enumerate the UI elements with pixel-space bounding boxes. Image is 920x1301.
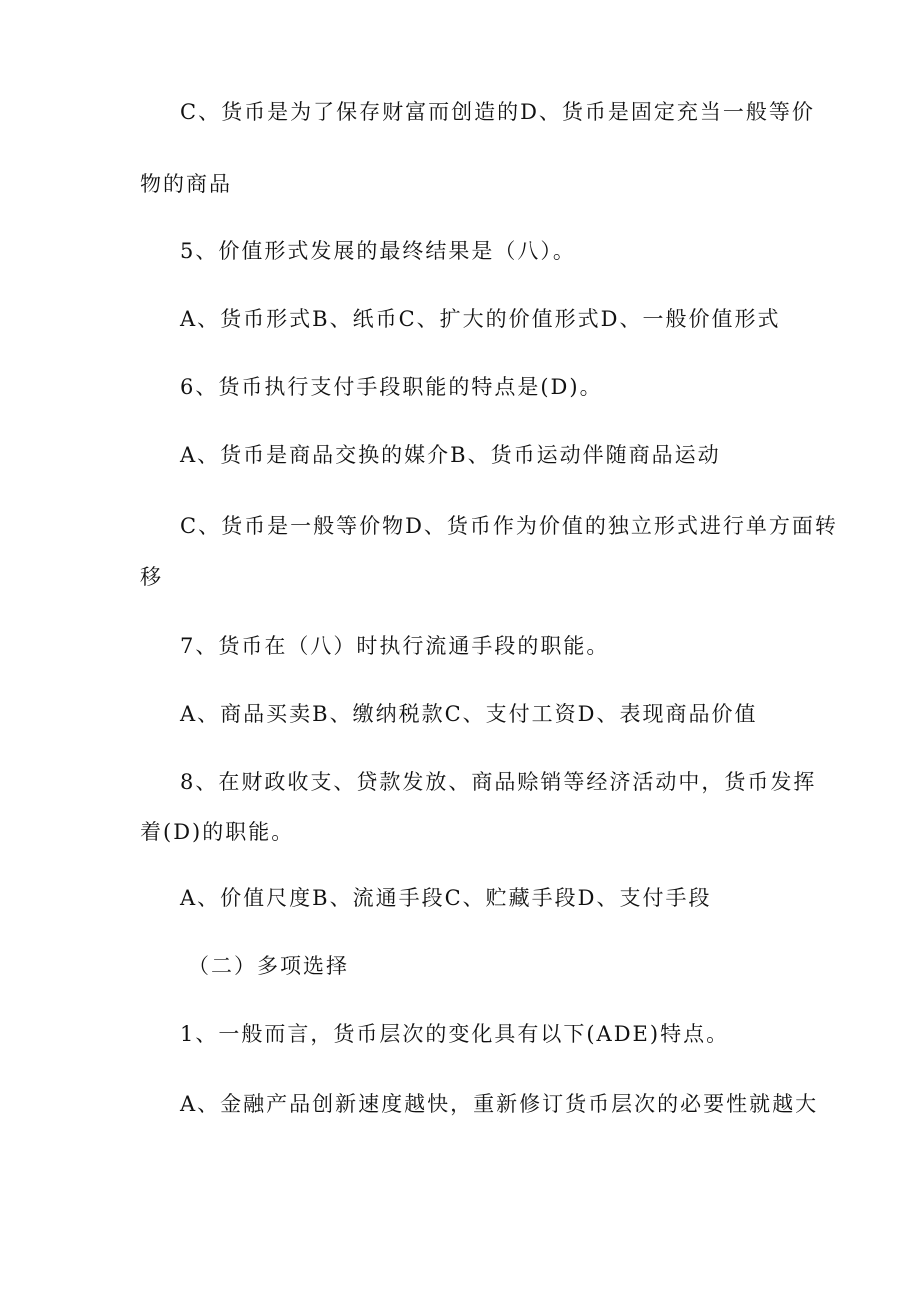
question-6: 6、货币执行支付手段职能的特点是(D)。: [180, 375, 603, 399]
section-heading-multiple-choice: （二）多项选择: [188, 954, 349, 978]
options-q6-cd: C、货币是一般等价物D、货币作为价值的独立形式进行单方面转: [180, 514, 838, 538]
question-8-cont: 着(D)的职能。: [140, 820, 295, 844]
option-line-q4-cd: C、货币是为了保存财富而创造的D、货币是固定充当一般等价: [180, 100, 815, 124]
options-q8: A、价值尺度B、流通手段C、贮藏手段D、支付手段: [180, 886, 712, 910]
question-5: 5、价值形式发展的最终结果是（八）。: [180, 239, 576, 263]
options-q6-ab: A、货币是商品交换的媒介B、货币运动伴随商品运动: [180, 443, 721, 467]
option-line-q4-cd-cont: 物的商品: [140, 172, 232, 196]
option-mc-1-a: A、金融产品创新速度越快，重新修订货币层次的必要性就越大: [180, 1092, 819, 1116]
options-q6-cd-cont: 移: [140, 565, 163, 589]
options-q7: A、商品买卖B、缴纳税款C、支付工资D、表现商品价值: [180, 702, 758, 726]
question-7: 7、货币在（八）时执行流通手段的职能。: [180, 634, 610, 658]
options-q5: A、货币形式B、纸币C、扩大的价值形式D、一般价值形式: [180, 307, 781, 331]
question-mc-1: 1、一般而言，货币层次的变化具有以下(ADE)特点。: [180, 1022, 730, 1046]
question-8: 8、在财政收支、贷款发放、商品赊销等经济活动中，货币发挥: [180, 770, 817, 794]
